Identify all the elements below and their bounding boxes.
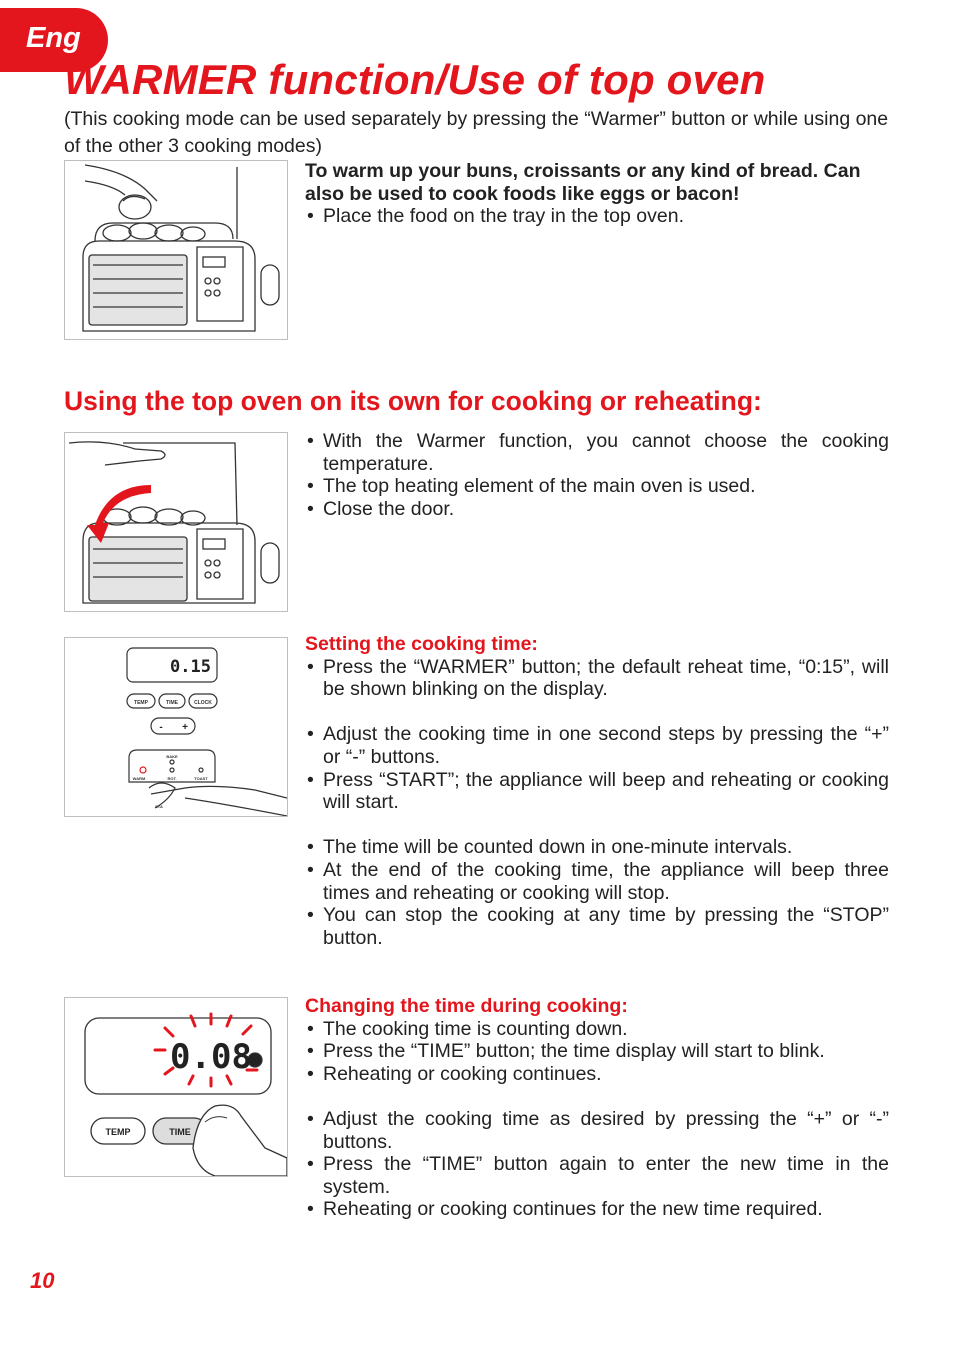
list-item: • Press the “WARMER” button; the default reheat time, “0:15”, will be shown blinking on the display.: [305, 656, 889, 701]
oven-illustration-1: [65, 161, 287, 339]
section-warm-up-list: [305, 205, 889, 228]
section-subtitle: Using the top oven on its own for cooking or reheating:: [64, 386, 762, 416]
list-item: • Adjust the cooking time in one second steps by pressing the “+” or “-” buttons.: [305, 723, 889, 768]
changing-time-list-a: [305, 1018, 889, 1086]
figure-blinking-display: [64, 997, 288, 1177]
time-button-label: TIME: [166, 700, 178, 706]
display-illustration: [65, 998, 287, 1176]
section-setting-time-heading: Setting the cooking time:: [305, 633, 538, 655]
rot-mode-label: ROT.: [167, 776, 177, 781]
list-item: • The top heating element of the main oven is used.: [305, 475, 889, 498]
plus-button-label: +: [182, 722, 188, 733]
temp-button-label: TEMP: [105, 1127, 131, 1137]
section-changing-time-heading: Changing the time during cooking:: [305, 995, 628, 1017]
list-item: • Press the “TIME” button; the time display will start to blink.: [305, 1040, 889, 1063]
section-changing-time: [305, 995, 889, 1221]
list-item: • The time will be counted down in one-minute intervals.: [305, 836, 889, 859]
list-item: • The cooking time is counting down.: [305, 1018, 889, 1041]
list-item: • Reheating or cooking continues for the new time required.: [305, 1198, 889, 1221]
list-item: • Press the “TIME” button again to enter the new time in the system.: [305, 1153, 889, 1198]
list-item: • Press “START”; the appliance will beep and reheating or cooking will start.: [305, 769, 889, 814]
setting-time-list-b: [305, 723, 889, 813]
setting-time-list-c: [305, 836, 889, 949]
section-warm-up: [305, 160, 889, 228]
list-item: • You can stop the cooking at any time by pressing the “STOP” button.: [305, 904, 889, 949]
section-top-oven-use: [305, 430, 889, 520]
clock-button-label: CLOCK: [194, 700, 212, 706]
list-item: • Close the door.: [305, 498, 889, 521]
language-label: Eng: [26, 22, 81, 54]
section-top-oven-list: [305, 430, 889, 520]
intro-text: (This cooking mode can be used separately by pressing the “Warmer” button or while using one of the other 3 cooking modes): [64, 108, 889, 157]
toast-mode-label: TOAST: [194, 776, 208, 781]
list-item: • With the Warmer function, you cannot choose the cooking temperature.: [305, 430, 889, 475]
page-title: WARMER function/Use of top oven: [64, 56, 766, 103]
finger-pressing-illustration: [193, 1105, 287, 1176]
temp-button-label: TEMP: [134, 700, 148, 706]
minus-button-label: -: [159, 722, 163, 733]
oven-illustration-2: [65, 433, 287, 611]
bake-mode-label: BAKE: [166, 754, 178, 759]
page-number: 10: [30, 1268, 55, 1293]
list-item: • Place the food on the tray in the top oven.: [305, 205, 889, 228]
section-setting-time: [305, 633, 889, 949]
warm-mode-label: WARM: [132, 776, 146, 781]
section-warm-up-lead: To warm up your buns, croissants or any kind of bread. Can also be used to cook foods like eggs or bacon!: [305, 160, 861, 205]
changing-time-list-b: [305, 1108, 889, 1221]
lcd-display-text: 0.15: [170, 657, 211, 677]
control-panel-illustration: [65, 638, 287, 816]
list-item: • At the end of the cooking time, the appliance will beep three times and reheating or cooking will stop.: [305, 859, 889, 904]
lcd-blinking-time: 0.08: [170, 1037, 252, 1077]
figure-close-door: [64, 432, 288, 612]
list-item: • Reheating or cooking continues.: [305, 1063, 889, 1086]
figure-top-oven-loading: [64, 160, 288, 340]
figure-control-panel: [64, 637, 288, 817]
list-item: • Adjust the cooking time as desired by pressing the “+” or “-” buttons.: [305, 1108, 889, 1153]
setting-time-list-a: [305, 656, 889, 701]
start-button-label: STA: [155, 804, 163, 809]
time-button-label: TIME: [169, 1127, 191, 1137]
